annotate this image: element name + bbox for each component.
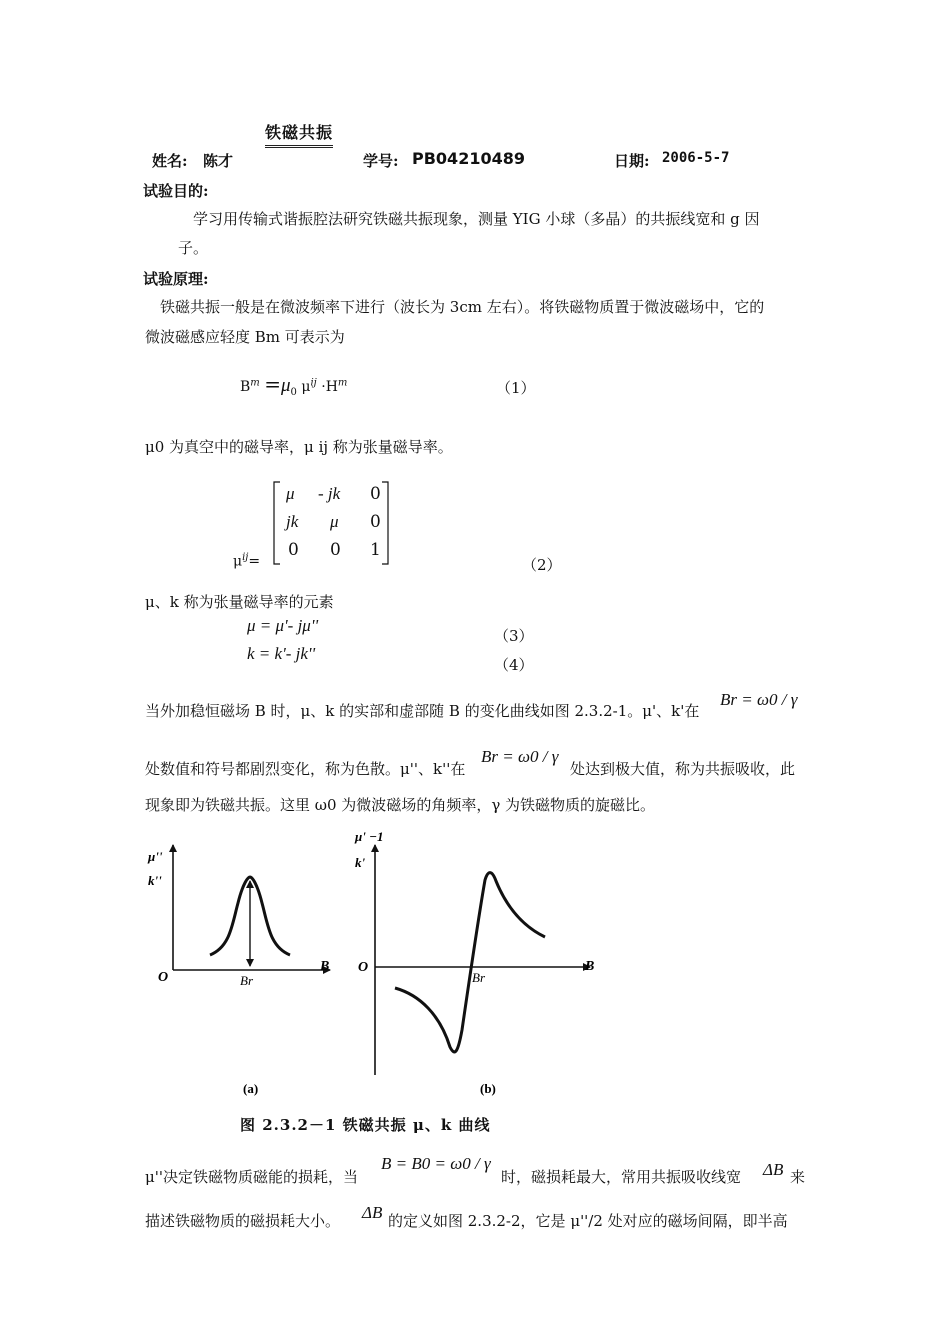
eq1-explanation: μ0 为真空中的磁导率，μ ij 称为张量磁导率。 [145,438,453,456]
equation-1-number: （1） [496,379,536,397]
figure-2-3-2-1 [140,825,620,1140]
principle-text-line-1: 铁磁共振一般是在微波频率下进行（波长为 3cm 左右）。将铁磁物质置于微波磁场中，它的 [160,298,765,316]
figure-b-origin: O [358,960,369,975]
name-label: 姓名: [152,152,188,170]
figure-a-axes [173,845,330,970]
equation-1: $B^m =\mu_0$ $\mu^{ij} \cdot H^m$ [240,372,348,398]
resonance-condition: Br = ω0 / γ [481,747,559,766]
purpose-heading: 试验目的: [143,182,209,200]
figure-a-xlabel: B [320,959,330,974]
paragraph-4-line-2-post: 的定义如图 2.3.2-2，它是 μ''/2 处对应的磁场间隔，即半高 [388,1212,788,1230]
figure-b-marker: Br [472,970,485,985]
linewidth-symbol: ΔB [763,1160,784,1179]
figure-a-origin: O [158,970,169,985]
matrix-cell: μ [286,484,295,503]
matrix-cell: 0 [370,484,381,504]
eq2-explanation: μ、k 称为张量磁导率的元素 [145,593,334,611]
figure-caption: 图 2.3.2－1 铁磁共振 μ、k 曲线 [240,1116,491,1134]
matrix-cell: - jk [318,484,341,503]
purpose-text-line-2: 子。 [178,239,209,257]
paragraph-4-line-1-pre: μ''决定铁磁物质磁能的损耗，当 [145,1168,358,1186]
matrix-cell: 1 [370,540,381,560]
matrix-cell: 0 [370,512,381,532]
resonance-field-condition: B = B0 = ω0 / γ [381,1154,491,1173]
equation-4-number: （4） [494,656,534,674]
paragraph-3-line-3: 现象即为铁磁共振。这里 ω0 为微波磁场的角频率，γ 为铁磁物质的旋磁比。 [145,796,656,814]
paragraph-3-line-1: 当外加稳恒磁场 B 时，μ、k 的实部和虚部随 B 的变化曲线如图 2.3.2-1。μ'、k'在 [145,702,700,720]
id-label: 学号: [363,152,399,170]
figure-b-ylabel-1: μ' −1 [355,829,384,844]
figure-a-marker: Br [240,973,253,988]
paragraph-3-line-2-post: 处达到极大值，称为共振吸收，此 [570,760,796,778]
figure-a-ylabel-1: μ'' [148,849,163,864]
figure-a-ylabel-2: k'' [148,873,162,888]
figure-b-axes [375,845,590,1075]
figure-a-tag: (a) [243,1081,259,1096]
figure-b-ylabel-2: k' [355,855,366,870]
name-value: 陈才 [203,152,234,170]
resonance-condition: Br = ω0 / γ [720,690,798,709]
figure-b-tag: (b) [480,1081,496,1096]
equation-3-number: （3） [494,627,534,645]
paragraph-4-line-1-mid: 时，磁损耗最大，常用共振吸收线宽 [501,1168,742,1186]
matrix-cell: μ [330,512,339,531]
id-value: PB04210489 [412,149,525,168]
paragraph-4-line-1-post: 来 [790,1168,806,1186]
figure-b-xlabel: B [585,959,595,974]
linewidth-symbol: ΔB [362,1203,383,1222]
matrix-cell: 0 [288,540,299,560]
paragraph-4-line-2-pre: 描述铁磁物质的磁损耗大小。 [145,1212,341,1230]
matrix-cell: jk [286,512,299,531]
equation-2-lhs: $\mu^{ij}=$ [233,552,261,570]
principle-heading: 试验原理: [143,270,209,288]
page-title: 铁磁共振 [265,120,333,148]
matrix-cell: 0 [330,540,341,560]
figure-b-dispersion-curve [395,873,545,1052]
date-label: 日期: [614,152,650,170]
equation-2-number: （2） [522,556,562,574]
equation-4: k = k'- jk'' [247,644,316,663]
purpose-text-line-1: 学习用传输式谐振腔法研究铁磁共振现象，测量 YIG 小球（多晶）的共振线宽和 g 因 [193,210,760,228]
date-value: 2006-5-7 [662,150,730,166]
paragraph-3-line-2-pre: 处数值和符号都剧烈变化，称为色散。μ''、k''在 [145,760,466,778]
principle-text-line-2: 微波磁感应轻度 Bm 可表示为 [145,328,345,346]
equation-3: μ = μ'- jμ'' [247,616,319,635]
